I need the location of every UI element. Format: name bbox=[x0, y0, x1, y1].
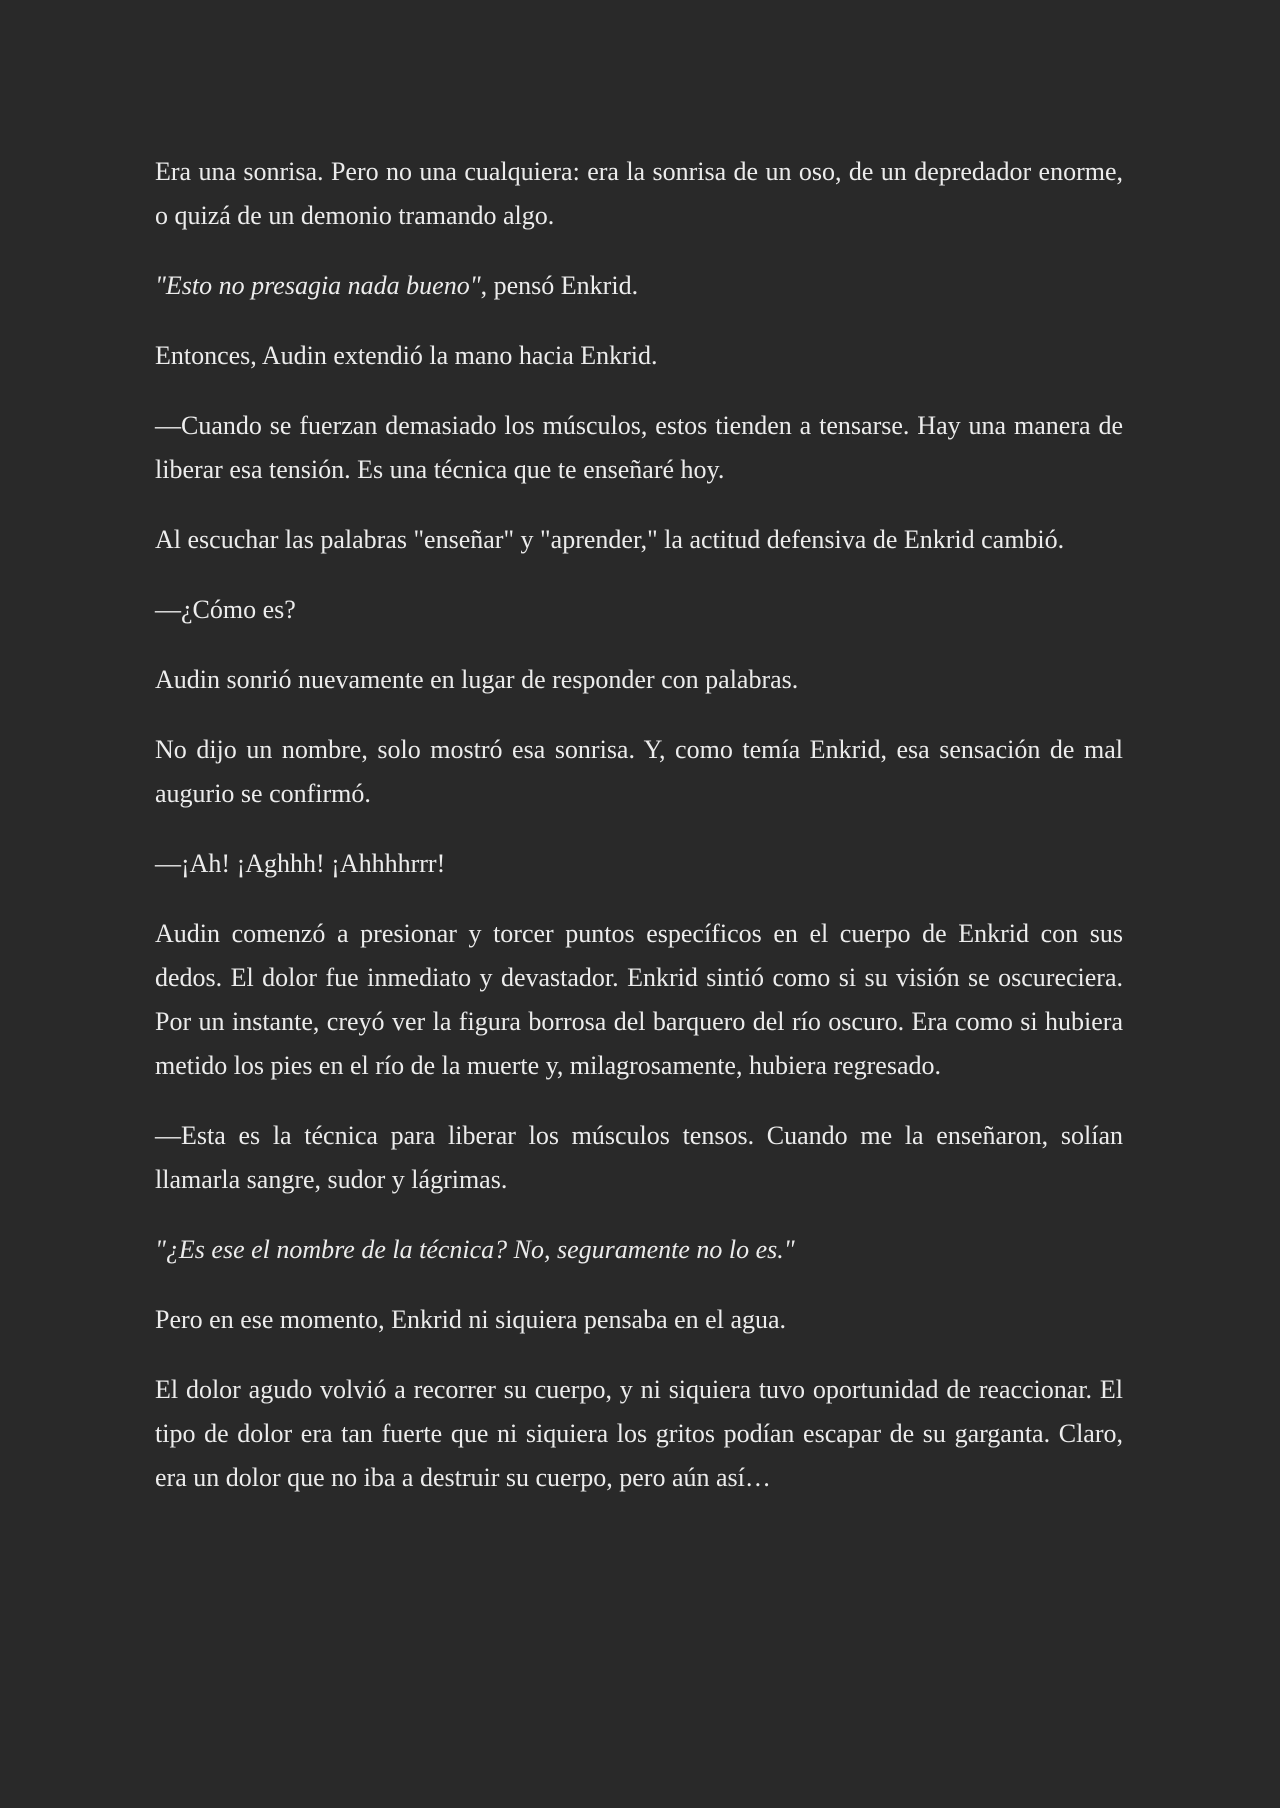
dialogue-paragraph: —Cuando se fuerzan demasiado los músculos, estos tienden a tensarse. Hay una manera de liberar esa tensión. Es una técnica que te enseñaré hoy. bbox=[155, 411, 1123, 484]
paragraph: Audin comenzó a presionar y torcer puntos específicos en el cuerpo de Enkrid con sus dedos. El dolor fue inmediato y devastador. Enkrid sintió como si su visión se oscureciera. Por un instante, creyó ver la figura borrosa del barquero del río oscuro. Era como si hubiera metido los pies en el río de la muerte y, milagrosamente, hubiera regresado. bbox=[155, 919, 1123, 1080]
paragraph: No dijo un nombre, solo mostró esa sonrisa. Y, como temía Enkrid, esa sensación de mal augurio se confirmó. bbox=[155, 735, 1123, 808]
paragraph: Pero en ese momento, Enkrid ni siquiera pensaba en el agua. bbox=[155, 1305, 787, 1334]
document-page bbox=[155, 150, 1123, 1526]
thought-italic-text: "Esto no presagia nada bueno" bbox=[155, 271, 481, 300]
thought-paragraph: "¿Es ese el nombre de la técnica? No, seguramente no lo es." bbox=[155, 1235, 795, 1264]
paragraph: Al escuchar las palabras "enseñar" y "aprender," la actitud defensiva de Enkrid cambió. bbox=[155, 525, 1065, 554]
dialogue-paragraph: —¿Cómo es? bbox=[155, 595, 296, 624]
paragraph: Era una sonrisa. Pero no una cualquiera: era la sonrisa de un oso, de un depredador enorme, o quizá de un demonio tramando algo. bbox=[155, 157, 1123, 230]
paragraph: Audin sonrió nuevamente en lugar de responder con palabras. bbox=[155, 665, 799, 694]
paragraph: Entonces, Audin extendió la mano hacia Enkrid. bbox=[155, 341, 658, 370]
thought-narration: , pensó Enkrid. bbox=[480, 271, 639, 300]
paragraph: El dolor agudo volvió a recorrer su cuerpo, y ni siquiera tuvo oportunidad de reaccionar. El tipo de dolor era tan fuerte que ni siquiera los gritos podían escapar de su garganta. Claro, era un dolor que no iba a destruir su cuerpo, pero aún así… bbox=[155, 1375, 1123, 1492]
dialogue-paragraph: —Esta es la técnica para liberar los músculos tensos. Cuando me la enseñaron, solían llamarla sangre, sudor y lágrimas. bbox=[155, 1121, 1123, 1194]
paragraph-thought bbox=[155, 264, 1123, 308]
dialogue-paragraph: —¡Ah! ¡Aghhh! ¡Ahhhhrrr! bbox=[155, 849, 446, 878]
